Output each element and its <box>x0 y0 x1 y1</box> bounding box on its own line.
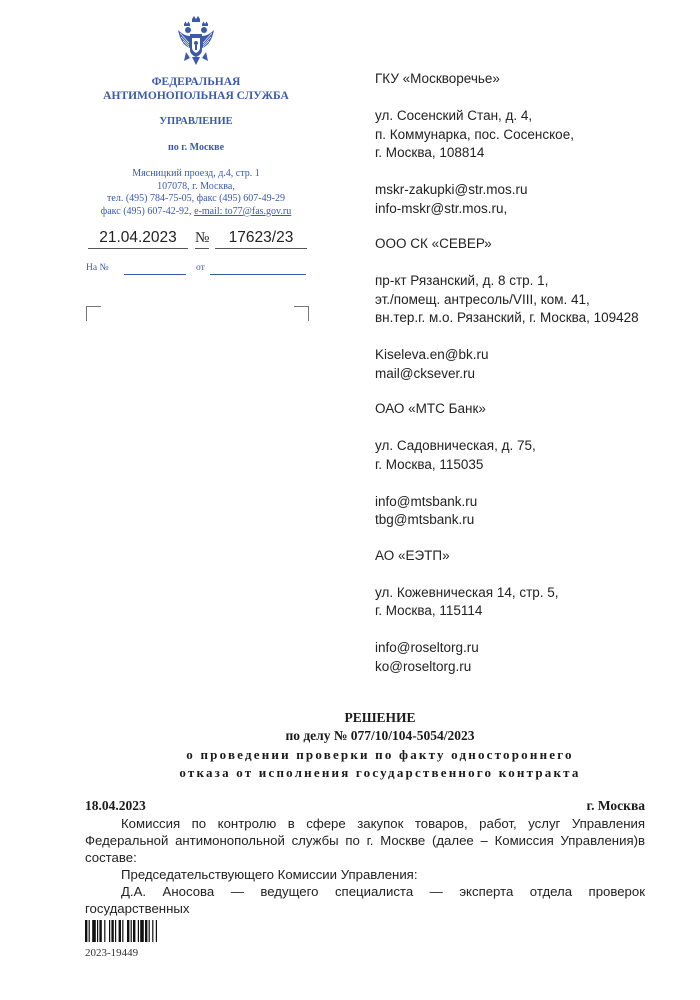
recipient-email: ko@roseltorg.ru <box>375 658 472 674</box>
recipient-email: mskr-zakupki@str.mos.ru <box>375 182 528 197</box>
body-paragraph: Председательствующего Комиссии Управления: <box>121 867 418 882</box>
barcode-icon <box>85 920 185 942</box>
registration-date: 21.04.2023 <box>88 228 188 249</box>
address-corner-mark-right <box>294 306 309 321</box>
recipients-block <box>375 70 675 693</box>
recipient-email: info@mtsbank.ru <box>375 493 478 509</box>
decision-title: РЕШЕНИЕ <box>344 710 416 725</box>
address-corner-mark-left <box>86 306 101 321</box>
recipient-address-line: г. Москва, 108814 <box>375 145 485 160</box>
recipient-address-line: вн.тер.г. м.о. Рязанский, г. Москва, 109428 <box>375 310 639 325</box>
recipient-address-line: ул. Сосенский Стан, д. 4, <box>375 108 533 123</box>
reference-date-blank <box>210 274 306 275</box>
recipient-name: ОАО «МТС Банк» <box>375 401 486 416</box>
recipient-address-line: п. Коммунарка, пос. Сосенское, <box>375 126 574 142</box>
reference-date-label: от <box>196 263 205 273</box>
reference-number-blank <box>124 274 186 275</box>
recipient-address-line: пр-кт Рязанский, д. 8 стр. 1, <box>375 273 549 288</box>
recipient-email: info-mskr@str.mos.ru, <box>375 200 508 216</box>
organization-name-line1: ФЕДЕРАЛЬНАЯ <box>151 76 241 88</box>
department-city: по г. Москве <box>167 142 225 153</box>
registration-number: 17623/23 <box>215 228 307 249</box>
recipient-email: info@roseltorg.ru <box>375 640 479 655</box>
recipient-address-line: ул. Кожевническая 14, стр. 5, <box>375 584 559 600</box>
recipient-email: mail@cksever.ru <box>375 365 475 381</box>
letterhead-contacts <box>60 168 332 218</box>
phone-line: тел. (495) 784-75-05, факс (495) 607-49-29 <box>107 193 285 204</box>
barcode-number: 2023-19449 <box>85 947 139 959</box>
fax-email-line <box>60 206 332 219</box>
recipient-address-line: г. Москва, 115114 <box>375 603 483 618</box>
department-name: УПРАВЛЕНИЕ <box>159 116 233 127</box>
recipient-3 <box>375 400 675 530</box>
email-link[interactable]: e-mail: to77@fas.gov.ru <box>194 205 292 217</box>
address-line1: Мясницкий проезд, д.4, стр. 1 <box>132 168 260 179</box>
recipient-email: tbg@mtsbank.ru <box>375 512 475 527</box>
decision-body <box>85 815 645 917</box>
fax-line: факс (495) 607-42-92, <box>100 205 192 217</box>
body-paragraph: Комиссия по контролю в сфере закупок товаров, работ, услуг Управления Федеральной антимонопольной службы по г. Москве (далее – Комиссия Управления)в составе: <box>85 816 645 865</box>
decision-date: 18.04.2023 <box>85 798 146 813</box>
registration-number-label: № <box>195 228 209 249</box>
recipient-2 <box>375 235 675 383</box>
recipient-address-line: г. Москва, 115035 <box>375 456 484 472</box>
recipient-1 <box>375 70 675 218</box>
recipient-name: ГКУ «Москворечье» <box>375 71 500 86</box>
recipient-name: АО «ЕЭТП» <box>375 547 450 563</box>
double-headed-eagle-emblem-icon <box>176 16 216 68</box>
recipient-4 <box>375 547 675 677</box>
organization-name <box>84 75 308 103</box>
decision-subject-line1: о проведении проверки по факту одностороннего <box>186 747 574 762</box>
recipient-name: ООО СК «СЕВЕР» <box>375 236 492 251</box>
address-line2: 107078, г. Москва, <box>157 180 235 192</box>
organization-name-line2: АНТИМОНОПОЛЬНАЯ СЛУЖБА <box>103 90 289 102</box>
body-paragraph: Д.А. Аносова — ведущего специалиста — эксперта отдела проверок государственных <box>85 884 645 916</box>
recipient-address-line: эт./помещ. антресоль/VIII, ком. 41, <box>375 291 590 307</box>
recipient-address-line: ул. Садовническая, д. 75, <box>375 438 536 453</box>
case-number: по делу № 077/10/104-5054/2023 <box>285 728 475 743</box>
decision-city: г. Москва <box>586 798 645 813</box>
reference-number-label: На № <box>86 263 109 273</box>
recipient-email: Kiseleva.en@bk.ru <box>375 347 489 362</box>
decision-subject <box>80 746 680 782</box>
decision-subject-line2: отказа от исполнения государственного контракта <box>179 765 581 780</box>
